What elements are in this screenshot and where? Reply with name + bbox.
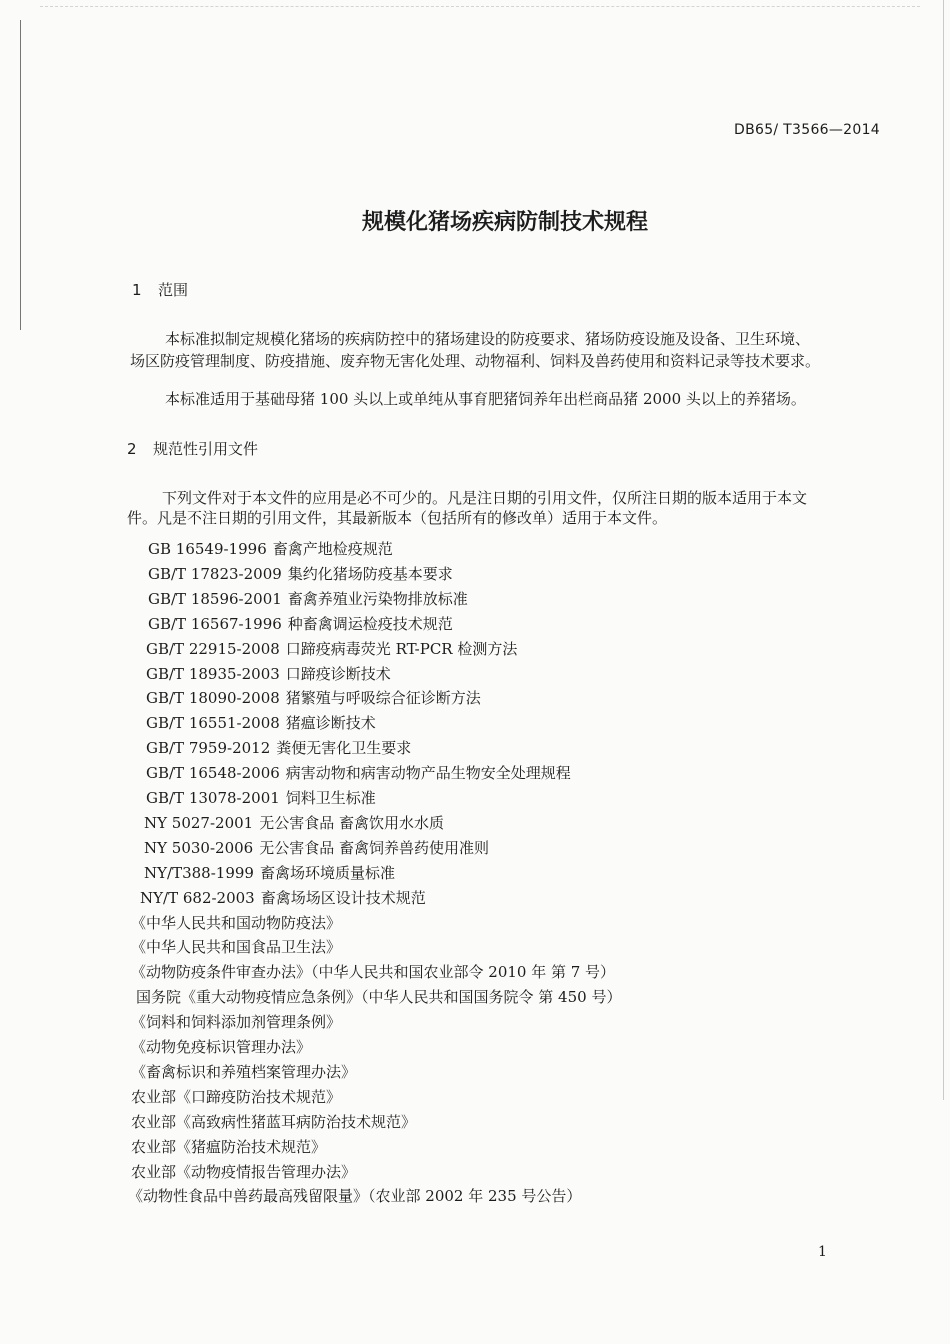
references-paragraph-line-2: 件。凡是不注日期的引用文件，其最新版本（包括所有的修改单）适用于本文件。 — [127, 509, 668, 527]
document-code: DB65/ T3566—2014 — [734, 122, 880, 138]
reference-item — [144, 862, 395, 884]
reference-code: GB/T 16551-2008 — [146, 714, 280, 732]
scope-paragraph-line-1: 本标准拟制定规模化猪场的疾病防控中的猪场建设的防疫要求、猪场防疫设施及设备、卫生环境、 — [165, 330, 811, 348]
reference-title: 农业部《动物疫情报告管理办法》 — [131, 1163, 357, 1181]
reference-item — [148, 613, 453, 635]
reference-item — [128, 1185, 581, 1207]
reference-code: GB/T 13078-2001 — [146, 789, 280, 807]
reference-title: 无公害食品 畜禽饮用水水质 — [259, 814, 444, 832]
reference-item — [144, 837, 489, 859]
reference-item — [146, 687, 481, 709]
reference-title: 农业部《口蹄疫防治技术规范》 — [131, 1088, 342, 1106]
reference-item — [131, 912, 341, 934]
reference-code: GB/T 22915-2008 — [146, 640, 280, 658]
reference-item — [131, 1161, 356, 1183]
reference-title: 农业部《高致病性猪蓝耳病防治技术规范》 — [131, 1113, 417, 1131]
reference-title: 粪便无害化卫生要求 — [276, 739, 412, 757]
reference-title: 《中华人民共和国动物防疫法》 — [131, 914, 342, 932]
document-title: 规模化猪场疾病防制技术规程 — [361, 210, 648, 235]
reference-code: GB/T 18596-2001 — [148, 590, 282, 608]
reference-title: 畜禽场环境质量标准 — [259, 864, 395, 882]
reference-item — [131, 1086, 341, 1108]
reference-item — [146, 737, 411, 759]
reference-item — [146, 762, 571, 784]
reference-code: GB 16549-1996 — [148, 540, 267, 558]
section-heading-normative-references — [127, 438, 258, 459]
reference-item — [146, 663, 391, 685]
reference-title: 农业部《猪瘟防治技术规范》 — [131, 1138, 327, 1156]
reference-item — [131, 961, 615, 983]
scope-paragraph-applicability: 本标准适用于基础母猪 100 头以上或单纯从事育肥猪饲养年出栏商品猪 2000 头以上的养猪场。 — [165, 390, 806, 408]
reference-item — [131, 1136, 326, 1158]
section-title: 范围 — [158, 281, 189, 299]
reference-item — [146, 712, 376, 734]
reference-title: 猪繁殖与呼吸综合征诊断方法 — [285, 689, 481, 707]
reference-code: GB/T 7959-2012 — [146, 739, 271, 757]
scope-paragraph-line-2: 场区防疫管理制度、防疫措施、废弃物无害化处理、动物福利、饲料及兽药使用和资料记录等技术要求。 — [130, 352, 821, 370]
reference-code: NY/T388-1999 — [144, 864, 254, 882]
reference-title: 猪瘟诊断技术 — [285, 714, 376, 732]
reference-title: 《畜禽标识和养殖档案管理办法》 — [131, 1063, 357, 1081]
section-heading-scope — [132, 279, 188, 300]
reference-title: 《饲料和饲料添加剂管理条例》 — [131, 1013, 342, 1031]
reference-item — [131, 1061, 356, 1083]
reference-item — [140, 887, 426, 909]
page-number: 1 — [818, 1244, 827, 1260]
reference-item — [131, 1011, 341, 1033]
reference-code: GB/T 18935-2003 — [146, 665, 280, 683]
reference-code: NY 5030-2006 — [144, 839, 254, 857]
reference-title: 口蹄疫诊断技术 — [285, 665, 391, 683]
reference-title: 《动物免疫标识管理办法》 — [131, 1038, 312, 1056]
section-title: 规范性引用文件 — [153, 440, 259, 458]
reference-code: GB/T 17823-2009 — [148, 565, 282, 583]
reference-title: 《动物性食品中兽药最高残留限量》（农业部 2002 年 235 号公告） — [128, 1187, 582, 1205]
reference-item — [136, 986, 621, 1008]
references-paragraph-line-1: 下列文件对于本文件的应用是必不可少的。凡是注日期的引用文件，仅所注日期的版本适用于本文 — [162, 489, 808, 507]
reference-title: 《动物防疫条件审查办法》（中华人民共和国农业部令 2010 年 第 7 号） — [131, 963, 616, 981]
reference-code: GB/T 16548-2006 — [146, 764, 280, 782]
section-number: 2 — [127, 440, 137, 458]
reference-title: 口蹄疫病毒荧光 RT-PCR 检测方法 — [285, 640, 518, 658]
reference-title: 畜禽养殖业污染物排放标准 — [287, 590, 468, 608]
scan-artifact-top — [40, 0, 920, 7]
reference-item — [131, 1036, 311, 1058]
reference-title: 无公害食品 畜禽饲养兽药使用准则 — [259, 839, 489, 857]
reference-title: 畜禽产地检疫规范 — [272, 540, 393, 558]
reference-item — [146, 638, 517, 660]
reference-item — [148, 538, 393, 560]
reference-item — [131, 936, 341, 958]
reference-title: 饲料卫生标准 — [285, 789, 376, 807]
reference-item — [144, 812, 444, 834]
reference-title: 集约化猪场防疫基本要求 — [287, 565, 453, 583]
reference-item — [148, 588, 468, 610]
section-number: 1 — [132, 281, 142, 299]
reference-item — [131, 1111, 416, 1133]
reference-code: NY 5027-2001 — [144, 814, 254, 832]
reference-title: 国务院《重大动物疫情应急条例》（中华人民共和国国务院令 第 450 号） — [136, 988, 622, 1006]
reference-item — [148, 563, 453, 585]
reference-title: 畜禽场场区设计技术规范 — [260, 889, 426, 907]
reference-code: NY/T 682-2003 — [140, 889, 255, 907]
reference-code: GB/T 16567-1996 — [148, 615, 282, 633]
scan-artifact-left-edge — [20, 20, 21, 330]
reference-title: 种畜禽调运检疫技术规范 — [287, 615, 453, 633]
reference-code: GB/T 18090-2008 — [146, 689, 280, 707]
reference-list — [0, 538, 950, 1228]
reference-title: 《中华人民共和国食品卫生法》 — [131, 938, 342, 956]
reference-title: 病害动物和病害动物产品生物安全处理规程 — [285, 764, 571, 782]
reference-item — [146, 787, 376, 809]
